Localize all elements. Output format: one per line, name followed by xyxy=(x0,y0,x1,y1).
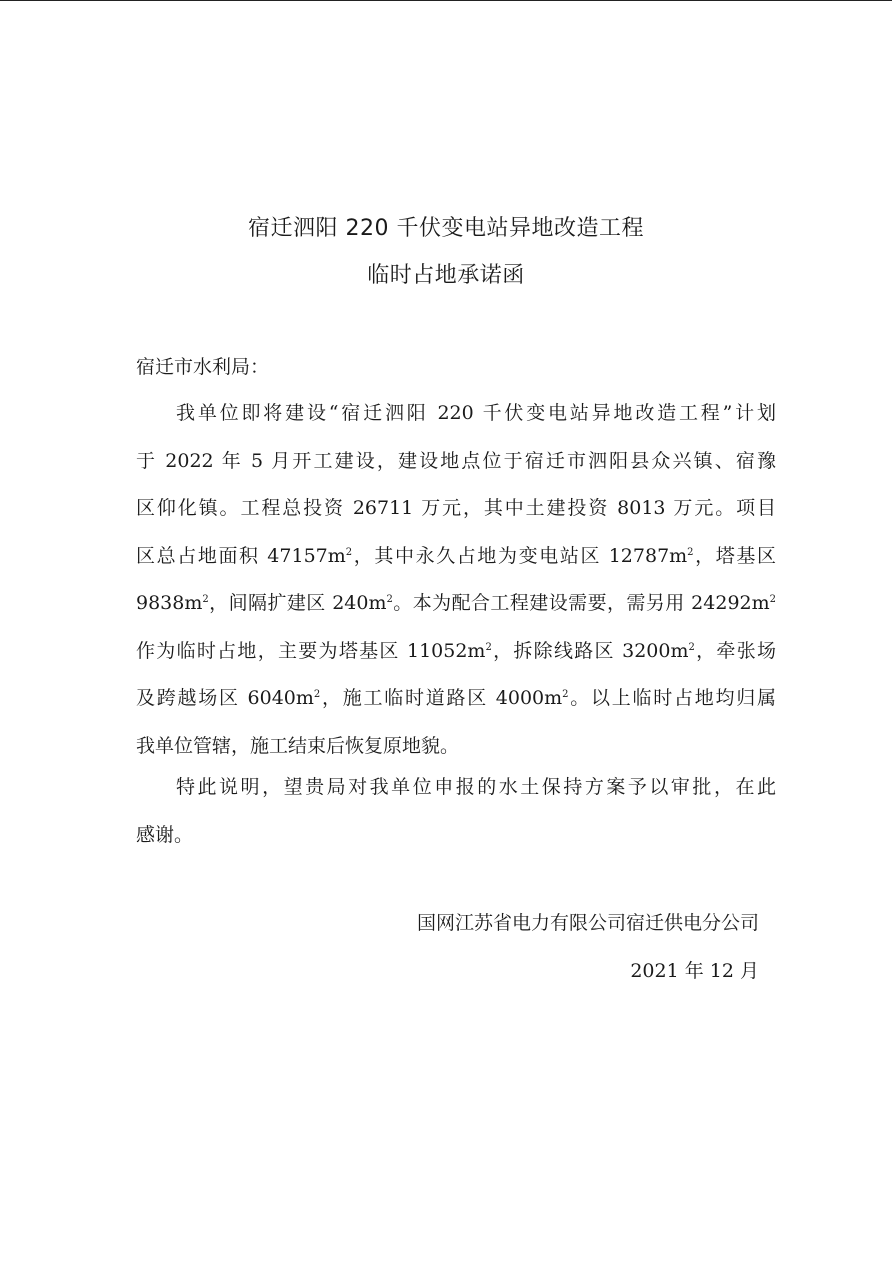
superscript: 2 xyxy=(688,641,695,653)
signature-date: 2021 年 12 月 xyxy=(630,960,759,982)
text-segment: ，塔基区 xyxy=(693,544,776,567)
text-segment: ，拆除线路区 3200m xyxy=(491,639,689,662)
paragraph-line: 区仰化镇。工程总投资 26711 万元，其中土建投资 8013 万元。项目 xyxy=(136,497,776,519)
text-segment: 。本为配合工程建设需要，需另用 24292m xyxy=(392,592,770,614)
paragraph-line: 于 2022 年 5 月开工建设，建设地点位于宿迁市泗阳县众兴镇、宿豫 xyxy=(136,449,776,472)
body-paragraph-2 xyxy=(136,764,776,859)
text-segment: 及跨越场区 6040m xyxy=(136,687,314,709)
paragraph-line: 我单位即将建设“宿迁泗阳 220 千伏变电站异地改造工程”计划 xyxy=(176,402,776,424)
page-top-border xyxy=(0,0,892,1)
text-segment: ，其中永久占地为变电站区 12787m xyxy=(352,544,688,567)
superscript: 2 xyxy=(562,689,569,700)
text-segment: ，牵张场 xyxy=(694,639,776,662)
superscript: 2 xyxy=(769,594,777,605)
body-paragraph-1 xyxy=(136,390,776,770)
superscript: 2 xyxy=(313,689,321,700)
salutation xyxy=(136,344,776,392)
text-segment: 作为临时占地，主要为塔基区 11052m xyxy=(136,639,486,662)
document-subtitle: 临时占地承诺函 xyxy=(367,263,525,288)
text-segment: 。以上临时占地均归属 xyxy=(568,687,776,709)
superscript: 2 xyxy=(485,641,492,653)
paragraph-line xyxy=(136,628,776,676)
superscript: 2 xyxy=(687,546,694,558)
text-segment: ，间隔扩建区 240m xyxy=(208,592,387,614)
text-segment: 区总占地面积 47157m xyxy=(136,544,346,567)
superscript: 2 xyxy=(202,594,209,605)
paragraph-line xyxy=(136,675,776,723)
superscript: 2 xyxy=(386,594,393,605)
document-title: 宿迁泗阳 220 千伏变电站异地改造工程 xyxy=(248,216,644,241)
text-segment: ，施工临时道路区 4000m xyxy=(320,687,563,709)
text-segment: 9838m xyxy=(136,592,203,614)
paragraph-line: 特此说明，望贵局对我单位申报的水土保持方案予以审批，在此 xyxy=(176,776,776,798)
superscript: 2 xyxy=(345,546,353,558)
paragraph-line xyxy=(136,580,776,628)
paragraph-line: 我单位管辖，施工结束后恢复原地貌。 xyxy=(136,734,460,757)
paragraph-line: 感谢。 xyxy=(136,823,194,846)
signature-organization: 国网江苏省电力有限公司宿迁供电分公司 xyxy=(416,912,759,934)
paragraph-line xyxy=(136,533,776,581)
salutation-text: 宿迁市水利局： xyxy=(136,356,270,378)
